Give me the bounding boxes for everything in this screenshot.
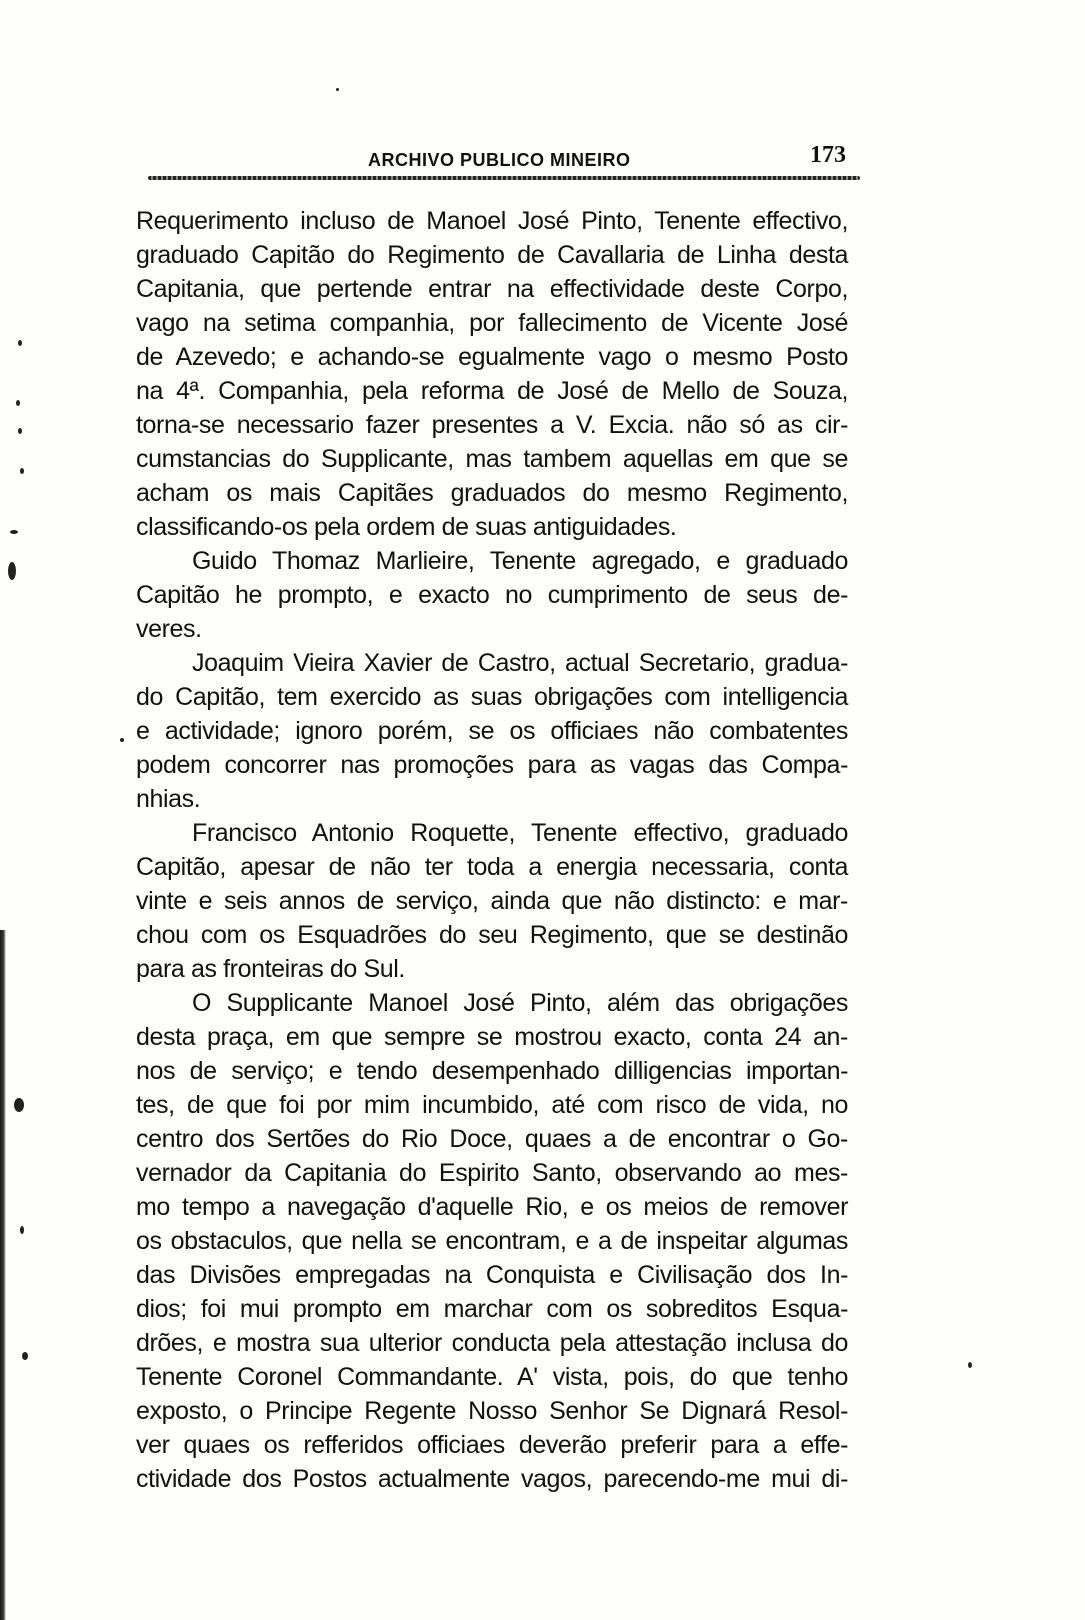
- text-line: cumstancias do Supplicante, mas tambem aquellas em que se: [136, 445, 848, 473]
- scan-speck: [20, 468, 24, 474]
- binding-edge-shadow: [0, 930, 6, 1620]
- scan-speck: [120, 738, 124, 742]
- scan-speck: [16, 400, 20, 406]
- scan-speck: [14, 1098, 24, 1112]
- running-head: ARCHIVO PUBLICO MINEIRO: [368, 150, 631, 170]
- scan-speck: [18, 428, 22, 434]
- body-text: [136, 204, 848, 1496]
- page-number: 173: [810, 142, 846, 168]
- text-line: O Supplicante Manoel José Pinto, além das obrigações: [192, 989, 848, 1017]
- scan-speck: [22, 1352, 28, 1360]
- scan-speck: [968, 1362, 972, 1368]
- text-line: Requerimento incluso de Manoel José Pinto, Tenente effectivo,: [136, 207, 848, 235]
- scan-speck: [20, 1226, 24, 1234]
- text-line: do Capitão, tem exercido as suas obrigações com intelligencia: [136, 683, 848, 711]
- text-line: ctividade dos Postos actualmente vagos, parecendo-me mui di-: [136, 1465, 848, 1493]
- text-line: classificando-os pela ordem de suas antiguidades.: [136, 513, 677, 541]
- text-line: Capitão, apesar de não ter toda a energia necessaria, conta: [136, 853, 848, 881]
- text-line: nos de serviço; e tendo desempenhado dilligencias importan-: [136, 1057, 848, 1085]
- text-line: vernador da Capitania do Espirito Santo, observando ao mes-: [136, 1159, 848, 1187]
- header-rule: [148, 176, 860, 180]
- page-header: [148, 142, 860, 182]
- text-line: Capitão he prompto, e exacto no cumprimento de seus de-: [136, 581, 848, 609]
- text-line: na 4ª. Companhia, pela reforma de José de Mello de Souza,: [136, 377, 848, 405]
- text-line: chou com os Esquadrões do seu Regimento, que se destinão: [136, 921, 848, 949]
- scan-speck: [8, 562, 16, 580]
- text-line: Tenente Coronel Commandante. A' vista, pois, do que tenho: [136, 1363, 848, 1391]
- text-line: drões, e mostra sua ulterior conducta pela attestação inclusa do: [136, 1329, 848, 1357]
- text-line: podem concorrer nas promoções para as vagas das Compa-: [136, 751, 848, 779]
- text-line: desta praça, em que sempre se mostrou exacto, conta 24 an-: [136, 1023, 848, 1051]
- text-line: Joaquim Vieira Xavier de Castro, actual Secretario, gradua-: [192, 649, 848, 677]
- text-line: para as fronteiras do Sul.: [136, 955, 405, 983]
- text-line: nhias.: [136, 785, 201, 813]
- text-line: torna-se necessario fazer presentes a V. Excia. não só as cir-: [136, 411, 848, 439]
- text-line: tes, de que foi por mim incumbido, até com risco de vida, no: [136, 1091, 848, 1119]
- text-line: veres.: [136, 615, 202, 643]
- text-line: Guido Thomaz Marlieire, Tenente agregado, e graduado: [192, 547, 848, 575]
- text-line: e actividade; ignoro porém, se os officiaes não combatentes: [136, 717, 848, 745]
- text-line: dios; foi mui prompto em marchar com os sobreditos Esqua-: [136, 1295, 848, 1323]
- text-line: centro dos Sertões do Rio Doce, quaes a de encontrar o Go-: [136, 1125, 848, 1153]
- text-line: das Divisões empregadas na Conquista e Civilisação dos In-: [136, 1261, 848, 1289]
- text-line: Capitania, que pertende entrar na effectividade deste Corpo,: [136, 275, 848, 303]
- text-line: os obstaculos, que nella se encontram, e a de inspeitar algumas: [136, 1227, 848, 1255]
- text-line: exposto, o Principe Regente Nosso Senhor Se Dignará Resol-: [136, 1397, 848, 1425]
- text-line: vinte e seis annos de serviço, ainda que não distincto: e mar-: [136, 887, 848, 915]
- text-line: mo tempo a navegação d'aquelle Rio, e os meios de remover: [136, 1193, 848, 1221]
- scan-speck: [10, 530, 18, 534]
- text-line: de Azevedo; e achando-se egualmente vago o mesmo Posto: [136, 343, 848, 371]
- text-line: graduado Capitão do Regimento de Cavallaria de Linha desta: [136, 241, 848, 269]
- text-line: acham os mais Capitães graduados do mesmo Regimento,: [136, 479, 848, 507]
- text-line: vago na setima companhia, por fallecimento de Vicente José: [136, 309, 848, 337]
- scan-speck: [336, 88, 339, 91]
- text-line: Francisco Antonio Roquette, Tenente effectivo, graduado: [192, 819, 848, 847]
- scan-speck: [18, 340, 22, 346]
- text-line: ver quaes os refferidos officiaes deverão preferir para a effe-: [136, 1431, 848, 1459]
